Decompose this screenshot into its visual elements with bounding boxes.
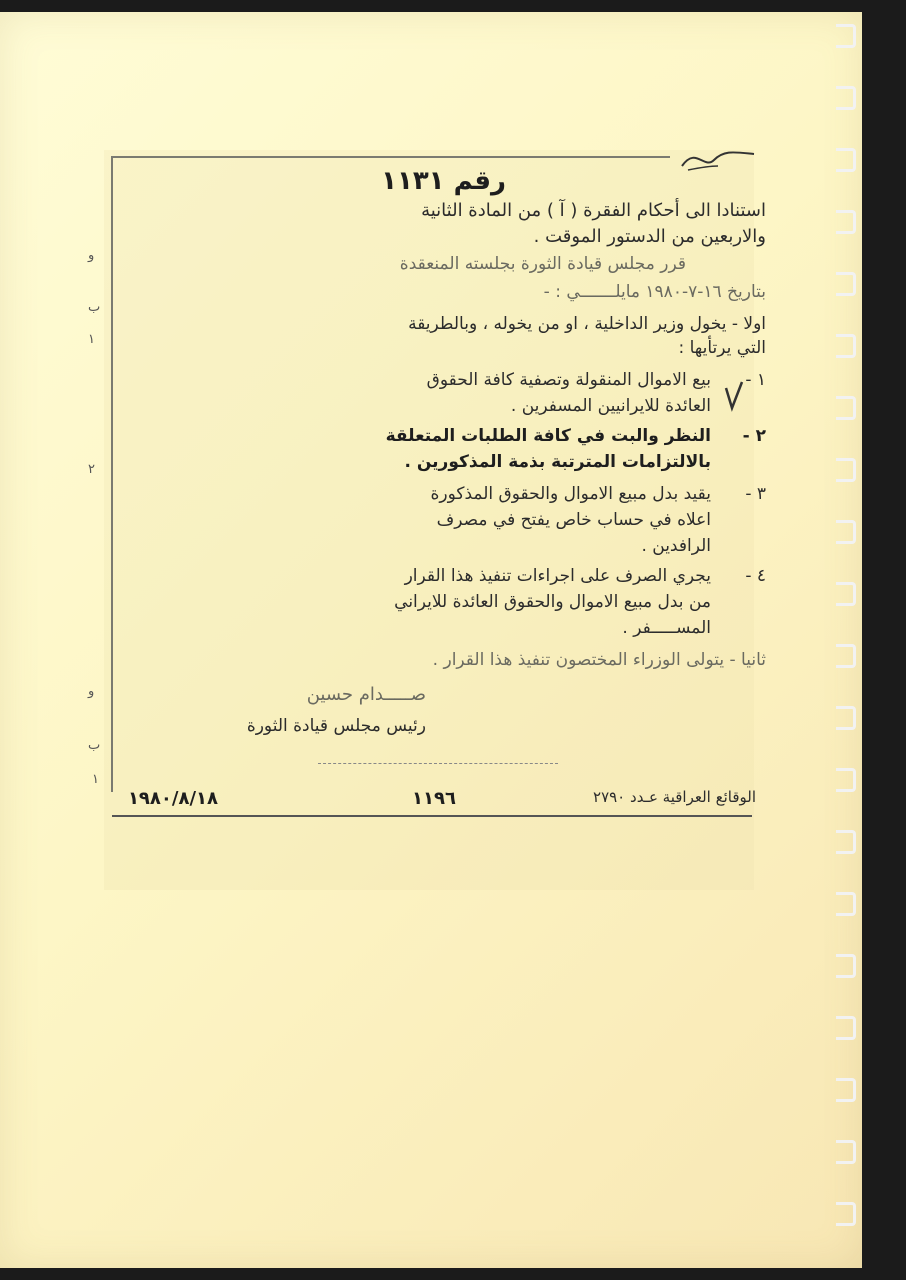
margin-mark: ١ — [92, 772, 99, 787]
second-clause: ثانيا - يتولى الوزراء المختصون تنفيذ هذا القرار . — [432, 650, 766, 670]
binder-ring — [836, 768, 856, 792]
binder-ring — [836, 1078, 856, 1102]
margin-mark: ٢ — [88, 462, 95, 477]
margin-mark: و — [88, 684, 95, 699]
margin-mark: و — [88, 248, 95, 263]
item-line: يقيد بدل مبيع الاموال والحقوق المذكورة — [430, 484, 711, 504]
binder-ring — [836, 892, 856, 916]
signature-name: صـــــدام حسين — [306, 684, 426, 705]
intro-line-2: والاربعين من الدستور الموقت . — [533, 226, 766, 247]
binder-ring — [836, 148, 856, 172]
intro-line-1: استنادا الى أحكام الفقرة ( آ ) من المادة الثانية — [421, 200, 766, 221]
side-rule — [111, 156, 113, 792]
first-clause-line-1: اولا - يخول وزير الداخلية ، او من يخوله ، وبالطريقة — [408, 314, 766, 334]
signature-divider — [318, 763, 558, 764]
item-line: بيع الاموال المنقولة وتصفية كافة الحقوق — [426, 370, 711, 390]
binder-ring — [836, 1140, 856, 1164]
binder-ring — [836, 86, 856, 110]
item-line: اعلاه في حساب خاص يفتح في مصرف — [436, 510, 711, 530]
resolved-line-2: بتاريخ ١٦-٧-١٩٨٠ مايلـــــــي : - — [543, 282, 766, 302]
margin-mark: ١ — [88, 332, 95, 347]
binder-ring — [836, 954, 856, 978]
binder-ring — [836, 830, 856, 854]
binder-ring — [836, 520, 856, 544]
margin-mark: ب — [88, 300, 101, 315]
signature-title: رئيس مجلس قيادة الثورة — [246, 716, 426, 736]
item-number: ٢ - — [742, 426, 766, 446]
item-number: ٣ - — [745, 484, 766, 504]
decision-number: رقم ١١٣١ — [381, 166, 506, 196]
binder-ring — [836, 1202, 856, 1226]
binder-ring — [836, 1016, 856, 1040]
item-line: المســـــفر . — [622, 618, 711, 638]
binder-ring — [836, 706, 856, 730]
item-number: ٤ - — [745, 566, 766, 586]
footer-rule — [112, 815, 752, 817]
item-line: النظر والبت في كافة الطلبات المتعلقة — [385, 426, 711, 446]
binder-ring — [836, 644, 856, 668]
gazette-date: ١٩٨٠/٨/١٨ — [127, 788, 218, 809]
item-line: من بدل مبيع الاموال والحقوق العائدة للايراني — [394, 592, 711, 612]
binder-ring — [836, 272, 856, 296]
handwritten-check-icon — [722, 378, 746, 418]
item-line: بالالتزامات المترتبة بذمة المذكورين . — [404, 452, 711, 472]
binder-ring — [836, 24, 856, 48]
binder-ring — [836, 458, 856, 482]
item-line: الرافدين . — [641, 536, 711, 556]
binder-ring — [836, 582, 856, 606]
item-line: العائدة للايرانيين المسفرين . — [510, 396, 711, 416]
binder-ring — [836, 396, 856, 420]
margin-mark: ب — [88, 738, 101, 753]
binder-ring — [836, 334, 856, 358]
top-rule — [112, 156, 670, 158]
item-line: يجري الصرف على اجراءات تنفيذ هذا القرار — [404, 566, 711, 586]
handwritten-flourish-icon — [678, 140, 758, 180]
gazette-page: ١١٩٦ — [412, 788, 456, 809]
gazette-issue: الوقائع العراقية عـدد ٢٧٩٠ — [593, 788, 756, 806]
resolved-line-1: قرر مجلس قيادة الثورة بجلسته المنعقدة — [399, 254, 686, 274]
first-clause-line-2: التي يرتأيها : — [678, 338, 766, 358]
binder-ring — [836, 210, 856, 234]
item-number: ١ - — [745, 370, 766, 390]
